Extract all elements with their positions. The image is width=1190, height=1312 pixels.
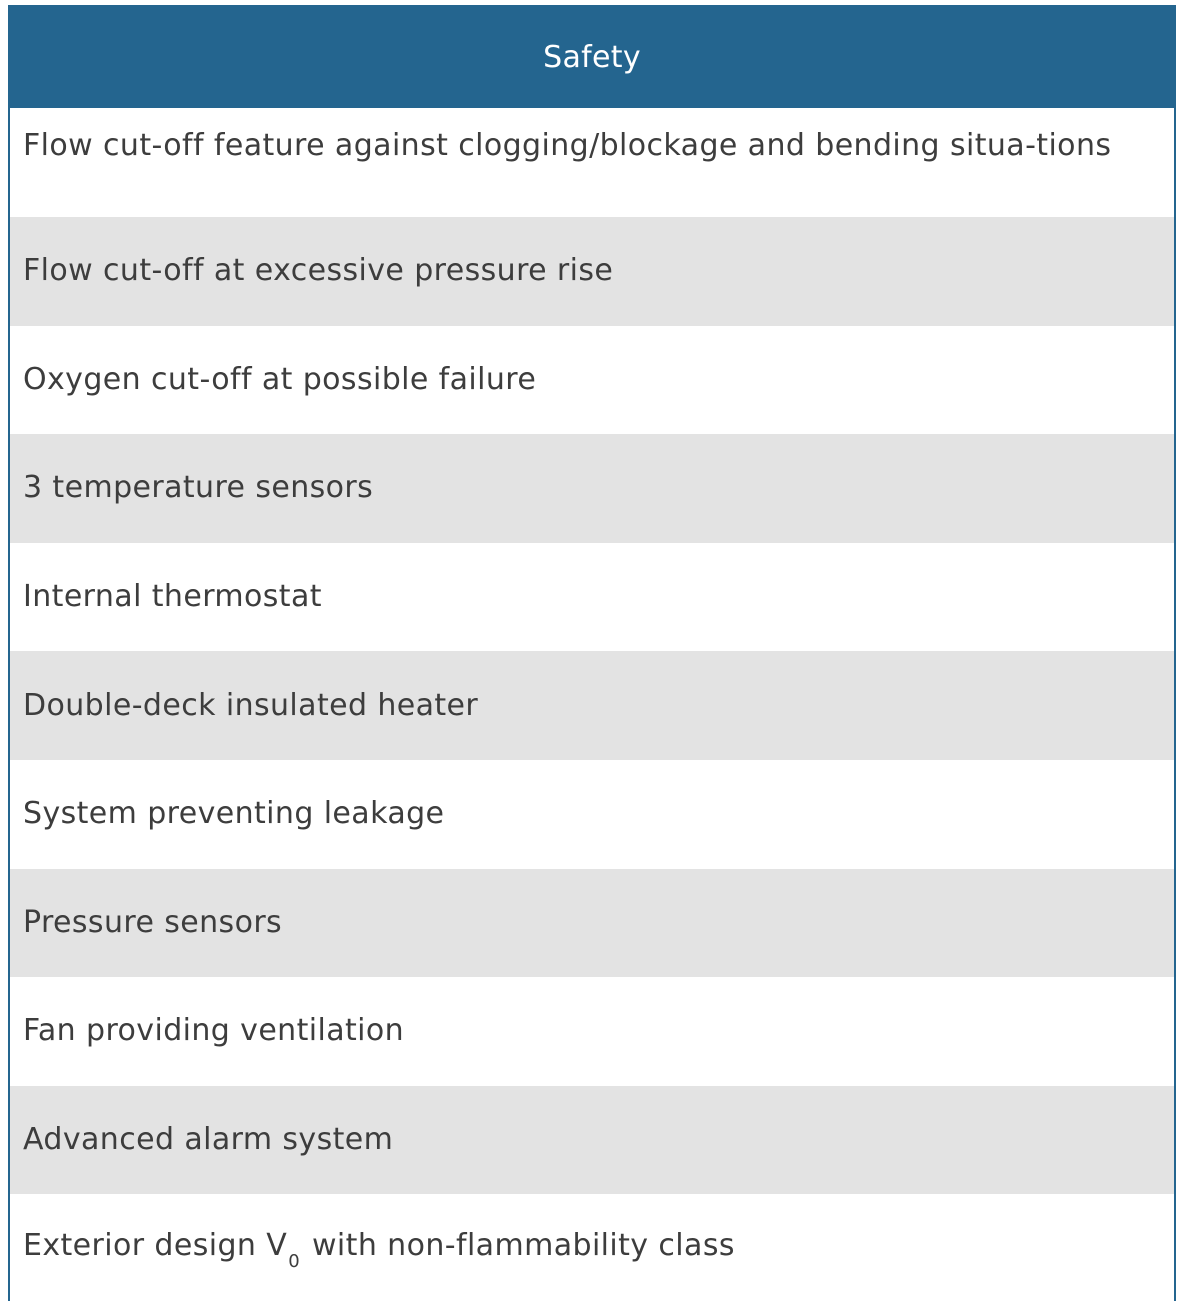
table-cell: 3 temperature sensors — [23, 470, 374, 506]
table-cell-text: with non-flammability class — [302, 1227, 735, 1263]
table-row — [10, 760, 1174, 869]
table-header-label: Safety — [543, 40, 641, 75]
table-cell — [23, 1226, 735, 1270]
table-row — [10, 326, 1174, 435]
table-row — [10, 977, 1174, 1086]
table-cell: Flow cut-off feature against clogging/blockage and bending situa-tions — [23, 128, 1112, 163]
table-row — [10, 434, 1174, 543]
table-cell: Fan providing ventilation — [23, 1013, 405, 1049]
table-cell: Advanced alarm system — [23, 1122, 394, 1158]
table-header — [10, 7, 1174, 108]
table-row — [10, 651, 1174, 760]
table-row — [10, 1194, 1174, 1301]
table-row — [10, 543, 1174, 652]
table-row — [10, 108, 1174, 217]
table-row — [10, 869, 1174, 978]
table-cell: Oxygen cut-off at possible failure — [23, 361, 537, 397]
table-cell: Double-deck insulated heater — [23, 687, 479, 723]
table-cell: Pressure sensors — [23, 904, 283, 940]
subscript: 0 — [288, 1250, 301, 1272]
table-cell: Flow cut-off at excessive pressure rise — [23, 253, 614, 289]
table-row — [10, 217, 1174, 326]
table-row — [10, 1086, 1174, 1195]
safety-table — [8, 5, 1176, 1301]
table-cell: Internal thermostat — [23, 579, 322, 615]
table-cell-text: Exterior design V — [23, 1227, 288, 1263]
table-cell: System preventing leakage — [23, 796, 445, 832]
